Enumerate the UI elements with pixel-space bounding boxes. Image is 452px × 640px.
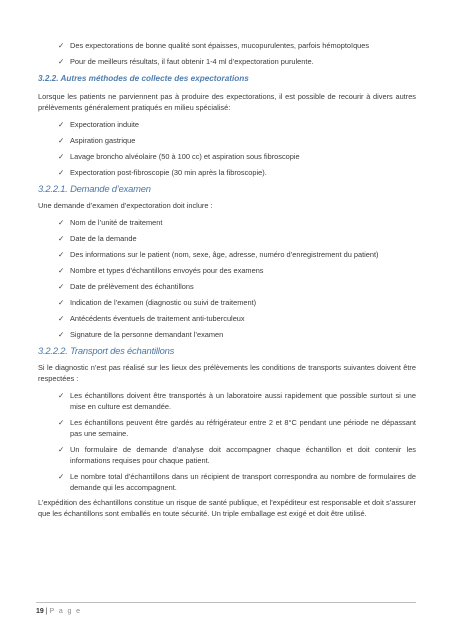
check-mark-icon: ✓	[58, 250, 65, 259]
check-mark-icon: ✓	[58, 152, 65, 161]
check-mark-icon: ✓	[58, 282, 65, 291]
check-mark-icon: ✓	[58, 314, 65, 323]
footer-separator: |	[45, 608, 48, 615]
collection-methods-list	[38, 119, 416, 178]
closing-paragraph: L’expédition des échantillons constitue un risque de santé publique, et l’expéditeur est responsable et doit s’assurer que les échantillons sont emballés en toute sécurité. Un triple emballage est exigé et doit être utilisé.	[38, 498, 416, 518]
check-mark-icon: ✓	[58, 136, 65, 145]
section-heading-3-2-2: 3.2.2. Autres méthodes de collecte des expectorations	[38, 74, 249, 83]
list-item: ✓ Signature de la personne demandant l’examen	[58, 330, 224, 339]
request-contents-list	[38, 217, 416, 340]
check-mark-icon: ✓	[58, 472, 65, 481]
list-item: ✓ Expectoration post-fibroscopie (30 min après la fibroscopie).	[58, 168, 267, 177]
check-mark-icon: ✓	[58, 218, 65, 227]
list-item: ✓ Des expectorations de bonne qualité sont épaisses, mucopurulentes, parfois hémoptoïques	[58, 41, 370, 50]
check-mark-icon: ✓	[58, 391, 65, 400]
page-content	[38, 40, 416, 519]
check-mark-icon: ✓	[58, 266, 65, 275]
check-mark-icon: ✓	[58, 120, 65, 129]
check-mark-icon: ✓	[58, 57, 65, 66]
list-item: ✓ Un formulaire de demande d’analyse doit accompagner chaque échantillon et doit contenir les informations requises pour chaque patient.	[58, 445, 416, 465]
list-item: ✓ Expectoration induite	[58, 120, 140, 129]
transport-conditions-list	[38, 390, 416, 493]
list-item: ✓ Le nombre total d’échantillons dans un récipient de transport correspondra au nombre de formulaires de demande qui les accompagnent.	[58, 472, 416, 492]
top-checklist	[38, 40, 416, 67]
check-mark-icon: ✓	[58, 330, 65, 339]
check-mark-icon: ✓	[58, 234, 65, 243]
list-item: ✓ Les échantillons doivent être transportés à un laboratoire aussi rapidement que possible surtout si une mise en culture est demandée.	[58, 391, 416, 411]
check-mark-icon: ✓	[58, 418, 65, 427]
section-intro: Lorsque les patients ne parviennent pas à produire des expectorations, il est possible de recourir à divers autres prélèvements généralement pratiqués en milieu spécialisé:	[38, 92, 416, 112]
section-heading-3-2-2-2: 3.2.2.2. Transport des échantillons	[38, 345, 175, 356]
list-item: ✓ Nom de l’unité de traitement	[58, 218, 163, 227]
list-item: ✓ Lavage broncho alvéolaire (50 à 100 cc) et aspiration sous fibroscopie	[58, 152, 300, 161]
list-item: ✓ Aspiration gastrique	[58, 136, 136, 145]
list-item: ✓ Antécédents éventuels de traitement anti-tuberculeux	[58, 314, 245, 323]
list-item: ✓ Indication de l’examen (diagnostic ou suivi de traitement)	[58, 298, 257, 307]
list-item: ✓ Des informations sur le patient (nom, sexe, âge, adresse, numéro d’enregistrement du patient)	[58, 250, 379, 259]
list-item: ✓ Les échantillons peuvent être gardés au réfrigérateur entre 2 et 8°C pendant une période ne dépassant pas une semaine.	[58, 418, 416, 438]
check-mark-icon: ✓	[58, 298, 65, 307]
page-label: P a g e	[49, 608, 82, 615]
check-mark-icon: ✓	[58, 168, 65, 177]
list-item: ✓ Date de la demande	[58, 234, 137, 243]
check-mark-icon: ✓	[58, 41, 65, 50]
section-intro: Si le diagnostic n’est pas réalisé sur les lieux des prélèvements les conditions de transports suivantes doivent être respectées :	[38, 363, 416, 383]
list-item: ✓ Nombre et types d’échantillons envoyés pour des examens	[58, 266, 264, 275]
section-intro: Une demande d’examen d’expectoration doit inclure :	[38, 201, 213, 210]
page-number: 19	[36, 608, 44, 615]
check-mark-icon: ✓	[58, 445, 65, 454]
section-heading-3-2-2-1: 3.2.2.1. Demande d’examen	[38, 183, 151, 194]
list-item: ✓ Date de prélèvement des échantillons	[58, 282, 194, 291]
list-item: ✓ Pour de meilleurs résultats, il faut obtenir 1-4 ml d’expectoration purulente.	[58, 57, 314, 66]
page-footer	[36, 602, 416, 617]
